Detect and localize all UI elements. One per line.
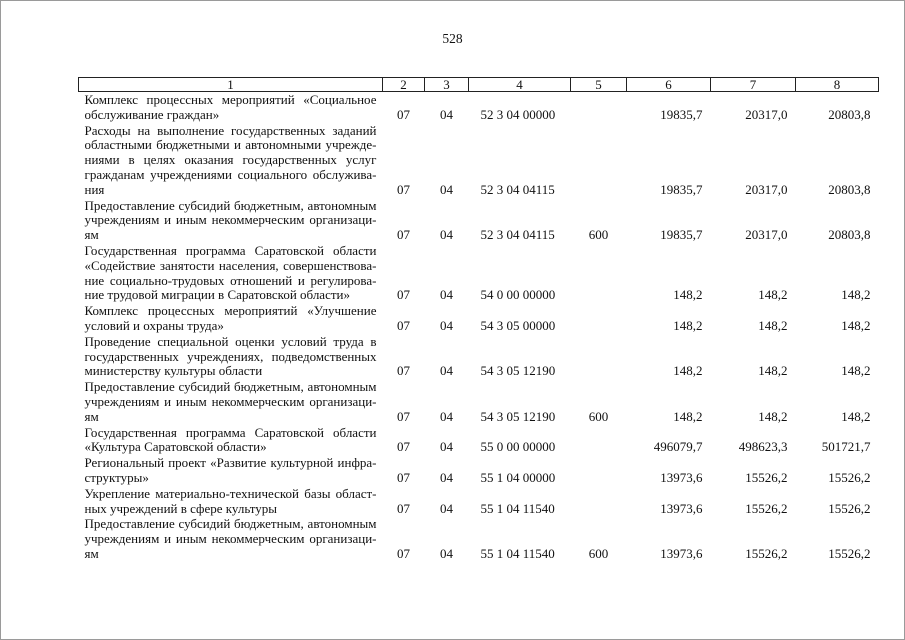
amount-year-1: 19835,7 [660, 181, 703, 197]
amount-year-2: 148,2 [758, 408, 788, 424]
table-row [79, 486, 879, 517]
table-row [79, 123, 879, 198]
header-cell: 1 [79, 78, 383, 92]
section-code: 07 [397, 181, 410, 197]
table-row [79, 516, 879, 561]
description-line: Предоставление субсидий бюджетным, автономным [84, 516, 377, 532]
target-article-code: 54 3 05 00000 [480, 317, 556, 333]
section-code: 07 [397, 469, 410, 485]
expense-type-code [571, 123, 627, 198]
subsection-code: 04 [440, 439, 453, 455]
description-line: учреждениям и иным некоммерческим организаци- [84, 531, 377, 547]
description-line: Региональный проект «Развитие культурной инфра- [84, 455, 377, 471]
table-row [79, 243, 879, 303]
subsection-code: 04 [440, 500, 453, 516]
amount-year-3: 20803,8 [828, 227, 871, 243]
description-line: «Культура Саратовской области» [84, 439, 267, 455]
expense-type-code [571, 334, 627, 379]
table-header-row [79, 78, 879, 92]
amount-year-2: 15526,2 [745, 545, 788, 561]
description-line: гражданам учреждениями социального обслужива- [84, 166, 377, 182]
row-description [79, 486, 383, 517]
amount-year-2: 148,2 [758, 287, 788, 303]
subsection-code: 04 [440, 363, 453, 379]
row-description [79, 516, 383, 561]
expense-type-code [571, 425, 627, 456]
expense-type-code [571, 92, 627, 123]
amount-year-2: 20317,0 [745, 227, 788, 243]
description-line: Комплекс процессных мероприятий «Социальное [84, 92, 377, 107]
description-line: учреждениям и иным некоммерческим организаци- [84, 212, 377, 228]
amount-year-2: 15526,2 [745, 469, 788, 485]
description-line: Государственная программа Саратовской области [84, 424, 377, 440]
description-line: Государственная программа Саратовской области [84, 242, 377, 258]
description-line: условий и охраны труда» [84, 317, 224, 333]
amount-year-2: 148,2 [758, 317, 788, 333]
amount-year-2: 20317,0 [745, 106, 788, 122]
subsection-code: 04 [440, 227, 453, 243]
target-article-code: 54 3 05 12190 [480, 408, 556, 424]
section-code: 07 [397, 317, 410, 333]
row-description [79, 455, 383, 486]
expense-type-code [571, 243, 627, 303]
target-article-code: 54 3 05 12190 [480, 363, 556, 379]
description-line: Комплекс процессных мероприятий «Улучшение [84, 303, 377, 319]
header-cell: 7 [711, 78, 796, 92]
amount-year-1: 148,2 [673, 317, 703, 333]
row-description [79, 379, 383, 424]
subsection-code: 04 [440, 469, 453, 485]
amount-year-3: 15526,2 [828, 469, 871, 485]
expense-type-code: 600 [588, 408, 609, 424]
amount-year-1: 13973,6 [660, 545, 703, 561]
expense-type-code [571, 303, 627, 334]
table-row [79, 198, 879, 243]
table-row [79, 303, 879, 334]
description-line: учреждениям и иным некоммерческим организаци- [84, 393, 377, 409]
expense-type-code: 600 [588, 227, 609, 243]
table-row [79, 92, 879, 123]
amount-year-1: 13973,6 [660, 500, 703, 516]
budget-table [78, 77, 879, 562]
amount-year-2: 148,2 [758, 363, 788, 379]
section-code: 07 [397, 106, 410, 122]
amount-year-1: 148,2 [673, 287, 703, 303]
amount-year-3: 148,2 [841, 287, 871, 303]
amount-year-3: 148,2 [841, 363, 871, 379]
target-article-code: 55 1 04 00000 [480, 469, 556, 485]
description-line: ных учреждений в сфере культуры [84, 500, 277, 516]
section-code: 07 [397, 227, 410, 243]
description-line: ям [84, 227, 99, 243]
amount-year-3: 20803,8 [828, 106, 871, 122]
description-line: ние трудовой миграции в Саратовской области» [84, 287, 350, 303]
amount-year-1: 496079,7 [653, 439, 703, 455]
description-line: ям [84, 545, 99, 561]
amount-year-1: 19835,7 [660, 106, 703, 122]
header-cell: 2 [383, 78, 425, 92]
row-description [79, 243, 383, 303]
target-article-code: 55 1 04 11540 [480, 545, 555, 561]
row-description [79, 303, 383, 334]
target-article-code: 55 1 04 11540 [480, 500, 555, 516]
header-cell: 5 [571, 78, 627, 92]
amount-year-3: 148,2 [841, 317, 871, 333]
subsection-code: 04 [440, 408, 453, 424]
table-row [79, 379, 879, 424]
row-description [79, 92, 383, 123]
description-line: ниями в целях оказания государственных услуг [84, 152, 377, 168]
section-code: 07 [397, 408, 410, 424]
section-code: 07 [397, 500, 410, 516]
amount-year-2: 15526,2 [745, 500, 788, 516]
header-cell: 4 [469, 78, 571, 92]
description-line: Предоставление субсидий бюджетным, автономным [84, 197, 377, 213]
amount-year-1: 148,2 [673, 408, 703, 424]
header-cell: 3 [425, 78, 469, 92]
description-line: областными бюджетными и автономными учрежде- [84, 137, 377, 153]
expense-type-code: 600 [588, 545, 609, 561]
description-line: ям [84, 408, 99, 424]
description-line: государственных учреждениях, подведомственных [84, 348, 377, 364]
amount-year-3: 15526,2 [828, 500, 871, 516]
description-line: Расходы на выполнение государственных заданий [84, 122, 377, 138]
amount-year-3: 501721,7 [821, 439, 871, 455]
section-code: 07 [397, 363, 410, 379]
amount-year-1: 19835,7 [660, 227, 703, 243]
subsection-code: 04 [440, 287, 453, 303]
subsection-code: 04 [440, 106, 453, 122]
description-line: ния [84, 181, 105, 197]
page-number: 528 [442, 31, 463, 46]
description-line: Укрепление материально-технической базы област- [84, 485, 377, 501]
header-cell: 8 [796, 78, 879, 92]
subsection-code: 04 [440, 181, 453, 197]
description-line: ние социально-трудовых отношений и регулирова- [84, 272, 377, 288]
target-article-code: 52 3 04 04115 [480, 227, 555, 243]
expense-type-code [571, 455, 627, 486]
expense-type-code [571, 486, 627, 517]
description-line: Предоставление субсидий бюджетным, автономным [84, 379, 377, 395]
description-line: структуры» [84, 469, 149, 485]
target-article-code: 54 0 00 00000 [480, 287, 556, 303]
header-cell: 6 [627, 78, 711, 92]
amount-year-1: 13973,6 [660, 469, 703, 485]
section-code: 07 [397, 287, 410, 303]
target-article-code: 52 3 04 00000 [480, 106, 556, 122]
row-description [79, 123, 383, 198]
description-line: обслуживание граждан» [84, 106, 220, 122]
description-line: министерству культуры области [84, 363, 263, 379]
section-code: 07 [397, 545, 410, 561]
amount-year-3: 15526,2 [828, 545, 871, 561]
amount-year-3: 148,2 [841, 408, 871, 424]
description-line: Проведение специальной оценки условий труда в [84, 333, 377, 349]
amount-year-2: 20317,0 [745, 181, 788, 197]
amount-year-3: 20803,8 [828, 181, 871, 197]
description-line: «Содействие занятости населения, совершенствова- [84, 257, 377, 273]
subsection-code: 04 [440, 545, 453, 561]
row-description [79, 425, 383, 456]
section-code: 07 [397, 439, 410, 455]
table-row [79, 455, 879, 486]
target-article-code: 52 3 04 04115 [480, 181, 555, 197]
row-description [79, 334, 383, 379]
table-row [79, 334, 879, 379]
amount-year-2: 498623,3 [738, 439, 788, 455]
amount-year-1: 148,2 [673, 363, 703, 379]
target-article-code: 55 0 00 00000 [480, 439, 556, 455]
subsection-code: 04 [440, 317, 453, 333]
row-description [79, 198, 383, 243]
table-row [79, 425, 879, 456]
